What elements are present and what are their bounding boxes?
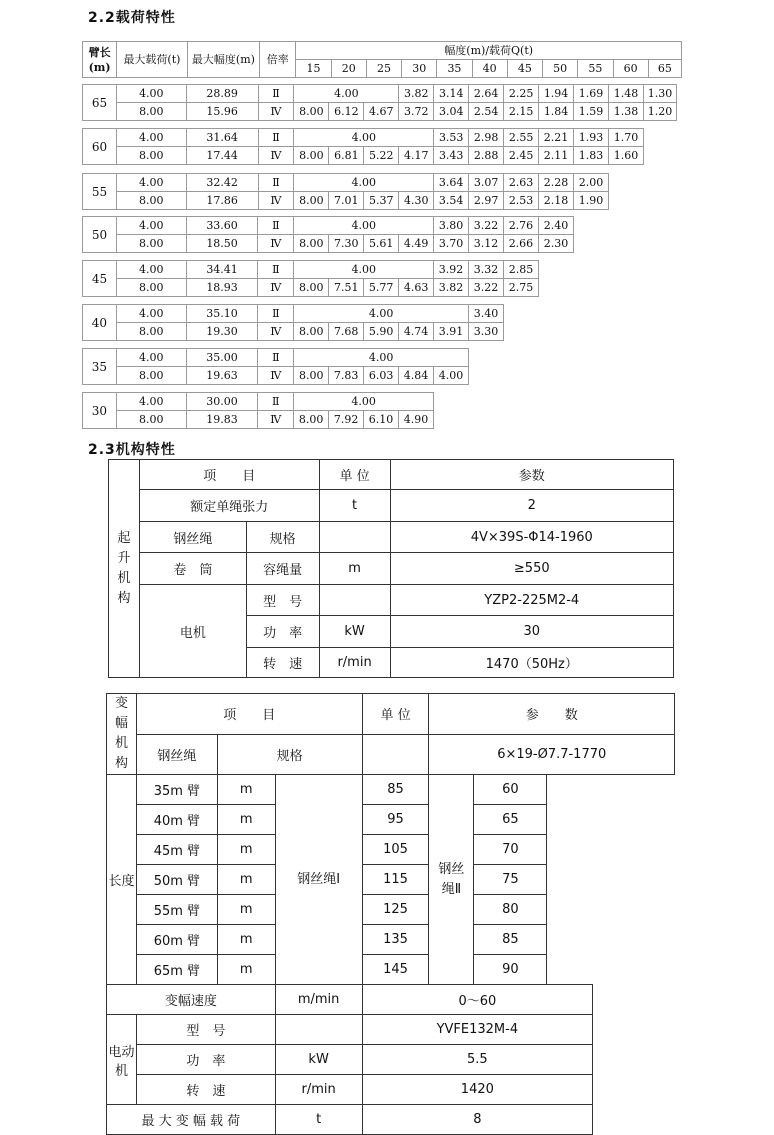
max-radius-cell: 30.00 — [186, 393, 258, 411]
luff-rope-spec-value: 6×19-Ø7.7-1770 — [429, 734, 675, 775]
load-value-cell: 4.00 — [294, 393, 434, 411]
luff-motor-speed-unit: r/min — [275, 1075, 362, 1105]
arm-length-cell: 45 — [83, 261, 117, 297]
luff-header-param: 参 数 — [429, 694, 675, 735]
load-value-cell: 3.07 — [469, 174, 504, 192]
rope2-length-cell: 90 — [474, 955, 547, 985]
arm-label-cell: 40m 臂 — [136, 805, 217, 835]
load-value-cell: 2.88 — [469, 147, 504, 165]
rope1-length-cell: 145 — [362, 955, 429, 985]
luff-motor-power-label: 功 率 — [136, 1045, 275, 1075]
luff-group-label — [107, 694, 137, 775]
load-value-cell: 5.22 — [364, 147, 399, 165]
load-value-cell: 4.67 — [364, 103, 399, 121]
load-value-cell: 1.20 — [643, 103, 676, 121]
header-max-radius: 最大幅度(m) — [187, 42, 259, 78]
hoist-motor-label: 电机 — [139, 585, 246, 678]
load-value-cell: 4.90 — [399, 411, 434, 429]
load-value-cell: 7.83 — [329, 367, 364, 385]
arm-length-cell: 40 — [83, 305, 117, 341]
load-value-cell: 4.00 — [294, 349, 469, 367]
hoist-motor-power-unit: kW — [319, 616, 390, 648]
load-value-cell: 7.30 — [329, 235, 364, 253]
arm-length-cell: 60 — [83, 129, 117, 165]
luff-speed-value: 0～60 — [362, 985, 593, 1015]
load-value-cell: 2.76 — [503, 217, 538, 235]
load-block-35 — [82, 348, 469, 385]
luff-rope-spec-unit — [362, 734, 429, 775]
hoist-motor-speed-value: 1470（50Hz） — [390, 648, 673, 678]
load-value-cell: 1.48 — [609, 85, 644, 103]
load-value-cell: 4.74 — [399, 323, 434, 341]
load-value-cell: 3.14 — [434, 85, 469, 103]
load-block-45 — [82, 260, 539, 297]
header-ratio: 倍率 — [260, 42, 296, 78]
hoist-header-item: 项 目 — [139, 460, 319, 490]
load-value-cell: 8.00 — [294, 147, 329, 165]
load-value-cell: 8.00 — [294, 279, 329, 297]
load-value-cell: 2.63 — [504, 174, 539, 192]
max-radius-cell: 33.60 — [186, 217, 258, 235]
max-radius-cell: 17.86 — [186, 192, 258, 210]
rope2-length-cell: 65 — [474, 805, 547, 835]
hoist-motor-model-value: YZP2-225M2-4 — [390, 585, 673, 616]
load-block-60 — [82, 128, 644, 165]
load-value-cell: 6.10 — [364, 411, 399, 429]
load-block-50 — [82, 216, 574, 253]
load-value-cell: 4.63 — [399, 279, 434, 297]
load-value-cell: 2.55 — [504, 129, 539, 147]
hoist-rope-spec-value: 4V×39S-Φ14-1960 — [390, 522, 673, 553]
load-value-cell: 2.85 — [503, 261, 538, 279]
load-value-cell: 4.00 — [434, 367, 469, 385]
load-value-cell: 3.64 — [434, 174, 469, 192]
load-value-cell: 3.53 — [434, 129, 469, 147]
max-load-cell: 8.00 — [116, 103, 186, 121]
ratio-cell: Ⅳ — [258, 235, 294, 253]
length-unit-cell: m — [217, 925, 275, 955]
hoist-motor-speed-label: 转 速 — [246, 648, 319, 678]
length-unit-cell: m — [217, 865, 275, 895]
max-load-cell: 4.00 — [116, 174, 186, 192]
max-load-cell: 8.00 — [116, 279, 186, 297]
max-radius-cell: 18.93 — [186, 279, 258, 297]
load-value-cell: 7.68 — [329, 323, 364, 341]
load-value-cell: 2.40 — [538, 217, 573, 235]
luff-max-load-label: 最 大 变 幅 载 荷 — [107, 1105, 276, 1135]
max-radius-cell: 18.50 — [186, 235, 258, 253]
rope1-length-cell: 115 — [362, 865, 429, 895]
load-value-cell: 7.92 — [329, 411, 364, 429]
ratio-cell: Ⅳ — [258, 411, 294, 429]
load-value-cell: 4.30 — [399, 192, 434, 210]
load-value-cell: 2.11 — [539, 147, 574, 165]
load-value-cell: 8.00 — [294, 411, 329, 429]
luff-motor-power-unit: kW — [275, 1045, 362, 1075]
ratio-cell: Ⅳ — [258, 192, 294, 210]
load-value-cell: 2.45 — [504, 147, 539, 165]
hoist-rope-unit — [319, 522, 390, 553]
hoist-rope-spec-label: 规格 — [246, 522, 319, 553]
arm-length-cell: 35 — [83, 349, 117, 385]
length-unit-cell: m — [217, 805, 275, 835]
load-value-cell: 6.03 — [364, 367, 399, 385]
load-value-cell: 2.53 — [504, 192, 539, 210]
length-unit-cell: m — [217, 955, 275, 985]
load-value-cell: 5.61 — [364, 235, 399, 253]
luff-rope-spec-label: 规格 — [217, 734, 362, 775]
load-value-cell: 3.82 — [434, 279, 469, 297]
max-load-cell: 8.00 — [116, 235, 186, 253]
load-value-cell: 3.43 — [434, 147, 469, 165]
load-block-40 — [82, 304, 504, 341]
load-value-cell: 1.90 — [574, 192, 609, 210]
load-value-cell: 3.22 — [469, 217, 504, 235]
max-radius-cell: 17.44 — [186, 147, 258, 165]
load-value-cell: 4.00 — [294, 261, 434, 279]
load-value-cell: 8.00 — [294, 367, 329, 385]
arm-label-cell: 50m 臂 — [136, 865, 217, 895]
max-load-cell: 4.00 — [116, 305, 186, 323]
load-value-cell: 2.18 — [539, 192, 574, 210]
ratio-cell: Ⅳ — [258, 147, 294, 165]
load-value-cell: 1.70 — [608, 129, 643, 147]
radius-header-cell: 65 — [648, 60, 681, 78]
section-title-mech: 2.3机构特性 — [88, 442, 176, 458]
load-value-cell: 1.83 — [574, 147, 609, 165]
hoist-motor-model-label: 型 号 — [246, 585, 319, 616]
rated-tension-value: 2 — [390, 490, 673, 522]
rated-tension-unit: t — [319, 490, 390, 522]
rope2-length-cell: 80 — [474, 895, 547, 925]
max-load-cell: 4.00 — [116, 261, 186, 279]
radius-header-cell: 35 — [437, 60, 472, 78]
load-value-cell: 3.30 — [468, 323, 503, 341]
arm-label-cell: 65m 臂 — [136, 955, 217, 985]
radius-header-cell: 30 — [402, 60, 437, 78]
load-value-cell: 2.75 — [503, 279, 538, 297]
load-value-cell: 3.22 — [469, 279, 504, 297]
hoist-header-param: 参数 — [390, 460, 673, 490]
load-value-cell: 4.84 — [399, 367, 434, 385]
load-value-cell: 3.32 — [469, 261, 504, 279]
radius-header-cell: 40 — [472, 60, 507, 78]
ratio-cell: Ⅱ — [258, 305, 294, 323]
radius-header-cell: 60 — [613, 60, 648, 78]
ratio-cell: Ⅱ — [258, 85, 294, 103]
drum-cap-label: 容绳量 — [246, 553, 319, 585]
arm-length-cell: 65 — [83, 85, 117, 121]
hoist-motor-power-label: 功 率 — [246, 616, 319, 648]
arm-length-cell: 50 — [83, 217, 117, 253]
load-value-cell: 2.97 — [469, 192, 504, 210]
load-value-cell: 2.28 — [539, 174, 574, 192]
ratio-cell: Ⅱ — [258, 174, 294, 192]
load-value-cell: 7.01 — [329, 192, 364, 210]
load-value-cell: 2.00 — [574, 174, 609, 192]
rope1-label: 钢丝绳Ⅰ — [275, 775, 362, 985]
load-value-cell: 3.91 — [434, 323, 469, 341]
hoist-table — [108, 459, 674, 678]
max-load-cell: 8.00 — [116, 367, 186, 385]
arm-label-cell: 60m 臂 — [136, 925, 217, 955]
rated-tension-label: 额定单绳张力 — [139, 490, 319, 522]
radius-header-cell: 55 — [578, 60, 613, 78]
max-load-cell: 8.00 — [116, 192, 186, 210]
luff-max-load-unit: t — [275, 1105, 362, 1135]
rope1-length-cell: 105 — [362, 835, 429, 865]
load-value-cell: 3.70 — [434, 235, 469, 253]
luff-motor-model-value: YVFE132M-4 — [362, 1015, 593, 1045]
max-load-cell: 8.00 — [116, 323, 186, 341]
length-unit-cell: m — [217, 835, 275, 865]
arm-length-cell: 30 — [83, 393, 117, 429]
load-value-cell: 3.92 — [434, 261, 469, 279]
load-value-cell: 1.59 — [574, 103, 609, 121]
max-load-cell: 4.00 — [116, 129, 186, 147]
load-value-cell: 5.77 — [364, 279, 399, 297]
load-value-cell: 3.72 — [399, 103, 434, 121]
ratio-cell: Ⅳ — [258, 323, 294, 341]
load-value-cell: 3.12 — [469, 235, 504, 253]
luff-header-item: 项 目 — [136, 694, 362, 735]
load-value-cell: 4.49 — [399, 235, 434, 253]
max-radius-cell: 35.10 — [186, 305, 258, 323]
luff-motor-label: 电动机 — [107, 1015, 137, 1105]
load-value-cell: 3.40 — [468, 305, 503, 323]
load-block-65 — [82, 84, 677, 121]
load-value-cell: 2.66 — [503, 235, 538, 253]
header-max-load: 最大载荷(t) — [117, 42, 187, 78]
load-value-cell: 8.00 — [294, 103, 329, 121]
luff-table — [106, 693, 675, 1135]
rope1-length-cell: 95 — [362, 805, 429, 835]
hoist-motor-model-unit — [319, 585, 390, 616]
load-value-cell: 1.60 — [608, 147, 643, 165]
hoist-group-text: 起升机构 — [117, 530, 131, 606]
arm-label-cell: 45m 臂 — [136, 835, 217, 865]
max-radius-cell: 19.63 — [186, 367, 258, 385]
load-value-cell: 5.90 — [364, 323, 399, 341]
load-value-cell: 3.80 — [434, 217, 469, 235]
load-value-cell: 4.00 — [294, 305, 469, 323]
hoist-rope-label: 钢丝绳 — [139, 522, 246, 553]
max-radius-cell: 19.30 — [186, 323, 258, 341]
max-radius-cell: 31.64 — [186, 129, 258, 147]
load-value-cell: 3.04 — [434, 103, 469, 121]
header-span: 幅度(m)/载荷Q(t) — [296, 42, 682, 60]
load-value-cell: 6.81 — [329, 147, 364, 165]
length-unit-cell: m — [217, 775, 275, 805]
radius-header-cell: 45 — [507, 60, 542, 78]
hoist-group-label — [109, 460, 140, 678]
rope2-length-cell: 75 — [474, 865, 547, 895]
luff-group-text: 变幅机构 — [114, 696, 128, 771]
load-value-cell: 4.00 — [294, 174, 434, 192]
hoist-header-unit: 单 位 — [319, 460, 390, 490]
load-value-cell: 1.30 — [643, 85, 676, 103]
load-value-cell: 2.54 — [469, 103, 504, 121]
luff-motor-speed-value: 1420 — [362, 1075, 593, 1105]
radius-header-cell: 50 — [543, 60, 578, 78]
max-load-cell: 8.00 — [116, 147, 186, 165]
max-radius-cell: 32.42 — [186, 174, 258, 192]
load-block-55 — [82, 173, 609, 210]
luff-motor-model-unit — [275, 1015, 362, 1045]
load-value-cell: 1.93 — [574, 129, 609, 147]
ratio-cell: Ⅱ — [258, 217, 294, 235]
luff-length-label: 长度 — [107, 775, 137, 985]
luff-max-load-value: 8 — [362, 1105, 593, 1135]
arm-length-cell: 55 — [83, 174, 117, 210]
ratio-cell: Ⅱ — [258, 393, 294, 411]
luff-rope-label: 钢丝绳 — [136, 734, 217, 775]
arm-label-cell: 55m 臂 — [136, 895, 217, 925]
luff-speed-unit: m/min — [275, 985, 362, 1015]
load-value-cell: 4.00 — [294, 129, 434, 147]
drum-label: 卷 筒 — [139, 553, 246, 585]
arm-label-cell: 35m 臂 — [136, 775, 217, 805]
load-value-cell: 2.25 — [504, 85, 539, 103]
max-load-cell: 4.00 — [116, 393, 186, 411]
load-value-cell: 8.00 — [294, 192, 329, 210]
max-radius-cell: 28.89 — [186, 85, 258, 103]
header-arm: 臂长(m) — [83, 42, 117, 78]
load-table-header — [82, 41, 682, 78]
max-radius-cell: 34.41 — [186, 261, 258, 279]
load-value-cell: 1.69 — [574, 85, 609, 103]
rope2-label: 钢丝绳Ⅱ — [429, 775, 474, 985]
load-value-cell: 7.51 — [329, 279, 364, 297]
ratio-cell: Ⅱ — [258, 349, 294, 367]
load-value-cell: 3.54 — [434, 192, 469, 210]
rope1-length-cell: 125 — [362, 895, 429, 925]
section-title-load: 2.2载荷特性 — [88, 10, 176, 26]
luff-speed-label: 变幅速度 — [107, 985, 276, 1015]
max-radius-cell: 19.83 — [186, 411, 258, 429]
load-value-cell: 2.21 — [539, 129, 574, 147]
luff-motor-speed-label: 转 速 — [136, 1075, 275, 1105]
rope2-length-cell: 70 — [474, 835, 547, 865]
max-load-cell: 4.00 — [116, 349, 186, 367]
hoist-motor-speed-unit: r/min — [319, 648, 390, 678]
ratio-cell: Ⅱ — [258, 129, 294, 147]
load-value-cell: 1.94 — [539, 85, 574, 103]
max-load-cell: 4.00 — [116, 217, 186, 235]
luff-motor-power-value: 5.5 — [362, 1045, 593, 1075]
rope2-length-cell: 85 — [474, 925, 547, 955]
load-value-cell: 2.98 — [469, 129, 504, 147]
rope2-length-cell: 60 — [474, 775, 547, 805]
load-value-cell: 4.17 — [399, 147, 434, 165]
max-load-cell: 4.00 — [116, 85, 186, 103]
ratio-cell: Ⅱ — [258, 261, 294, 279]
load-value-cell: 4.00 — [294, 217, 434, 235]
luff-header-unit: 单 位 — [362, 694, 429, 735]
ratio-cell: Ⅳ — [258, 279, 294, 297]
radius-header-cell: 25 — [366, 60, 401, 78]
hoist-motor-power-value: 30 — [390, 616, 673, 648]
load-block-30 — [82, 392, 434, 429]
max-load-cell: 8.00 — [116, 411, 186, 429]
rope1-length-cell: 85 — [362, 775, 429, 805]
max-radius-cell: 35.00 — [186, 349, 258, 367]
load-value-cell: 4.00 — [294, 85, 399, 103]
load-value-cell: 1.38 — [609, 103, 644, 121]
load-value-cell: 5.37 — [364, 192, 399, 210]
radius-header-cell: 15 — [296, 60, 331, 78]
load-value-cell: 2.30 — [538, 235, 573, 253]
rope1-length-cell: 135 — [362, 925, 429, 955]
load-value-cell: 8.00 — [294, 323, 329, 341]
drum-value: ≥550 — [390, 553, 673, 585]
load-value-cell: 3.82 — [399, 85, 434, 103]
load-value-cell: 2.15 — [504, 103, 539, 121]
radius-header-cell: 20 — [331, 60, 366, 78]
luff-motor-model-label: 型 号 — [136, 1015, 275, 1045]
ratio-cell: Ⅳ — [258, 103, 294, 121]
ratio-cell: Ⅳ — [258, 367, 294, 385]
load-value-cell: 8.00 — [294, 235, 329, 253]
drum-unit: m — [319, 553, 390, 585]
load-value-cell: 1.84 — [539, 103, 574, 121]
length-unit-cell: m — [217, 895, 275, 925]
max-radius-cell: 15.96 — [186, 103, 258, 121]
load-value-cell: 6.12 — [329, 103, 364, 121]
load-value-cell: 2.64 — [469, 85, 504, 103]
